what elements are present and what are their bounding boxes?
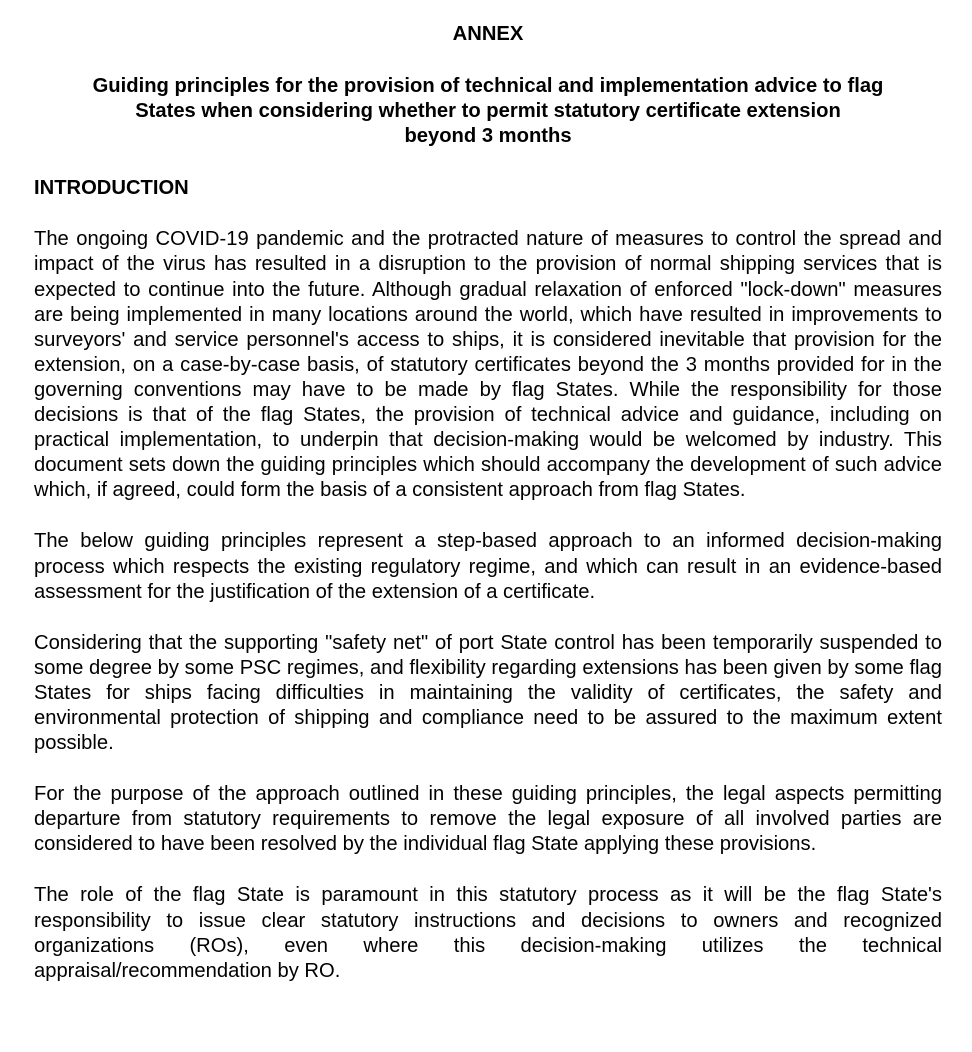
document-title	[34, 74, 942, 149]
title-line: Guiding principles for the provision of technical and implementation advice to flag	[92, 75, 884, 97]
paragraph: The role of the flag State is paramount in this statutory process as it will be the flag State's responsibility to issue clear statutory instructions and decisions to owners and recognized organizations (ROs), even where this decision-making utilizes the technical appraisal/recommendation by RO.	[34, 884, 942, 982]
paragraph: For the purpose of the approach outlined in these guiding principles, the legal aspects permitting departure from statutory requirements to remove the legal exposure of all involved parties are considered to have been resolved by the individual flag State applying these provisions.	[34, 783, 942, 856]
paragraph: Considering that the supporting "safety net" of port State control has been temporarily suspended to some degree by some PSC regimes, and flexibility regarding extensions has been given by some flag States for ships facing difficulties in maintaining the validity of certificates, the safety and environmental protection of shipping and compliance need to be assured to the maximum extent possible.	[34, 631, 942, 755]
title-line: beyond 3 months	[404, 125, 572, 148]
document-page	[34, 22, 942, 984]
annex-label: ANNEX	[452, 23, 524, 45]
title-line: States when considering whether to permit statutory certificate extension	[135, 100, 841, 123]
paragraph: The ongoing COVID-19 pandemic and the protracted nature of measures to control the spread and impact of the virus has resulted in a disruption to the provision of normal shipping services that is expected to continue into the future. Although gradual relaxation of enforced "lock-down" measures are being implemented in many locations around the world, which have resulted in improvements to surveyors' and service personnel's access to ships, it is considered inevitable that provision for the extension, on a case-by-case basis, of statutory certificates beyond the 3 months provided for in the governing conventions may have to be made by flag States. While the responsibility for those decisions is that of the flag States, the provision of technical advice and guidance, including on practical implementation, to underpin that decision-making would be welcomed by industry. This document sets down the guiding principles which should accompany the development of such advice which, if agreed, could form the basis of a consistent approach from flag States.	[34, 228, 942, 502]
paragraph: The below guiding principles represent a step-based approach to an informed decision-making process which respects the existing regulatory regime, and which can result in an evidence-based assessment for the justification of the extension of a certificate.	[34, 530, 942, 603]
section-heading-introduction: INTRODUCTION	[34, 177, 189, 200]
